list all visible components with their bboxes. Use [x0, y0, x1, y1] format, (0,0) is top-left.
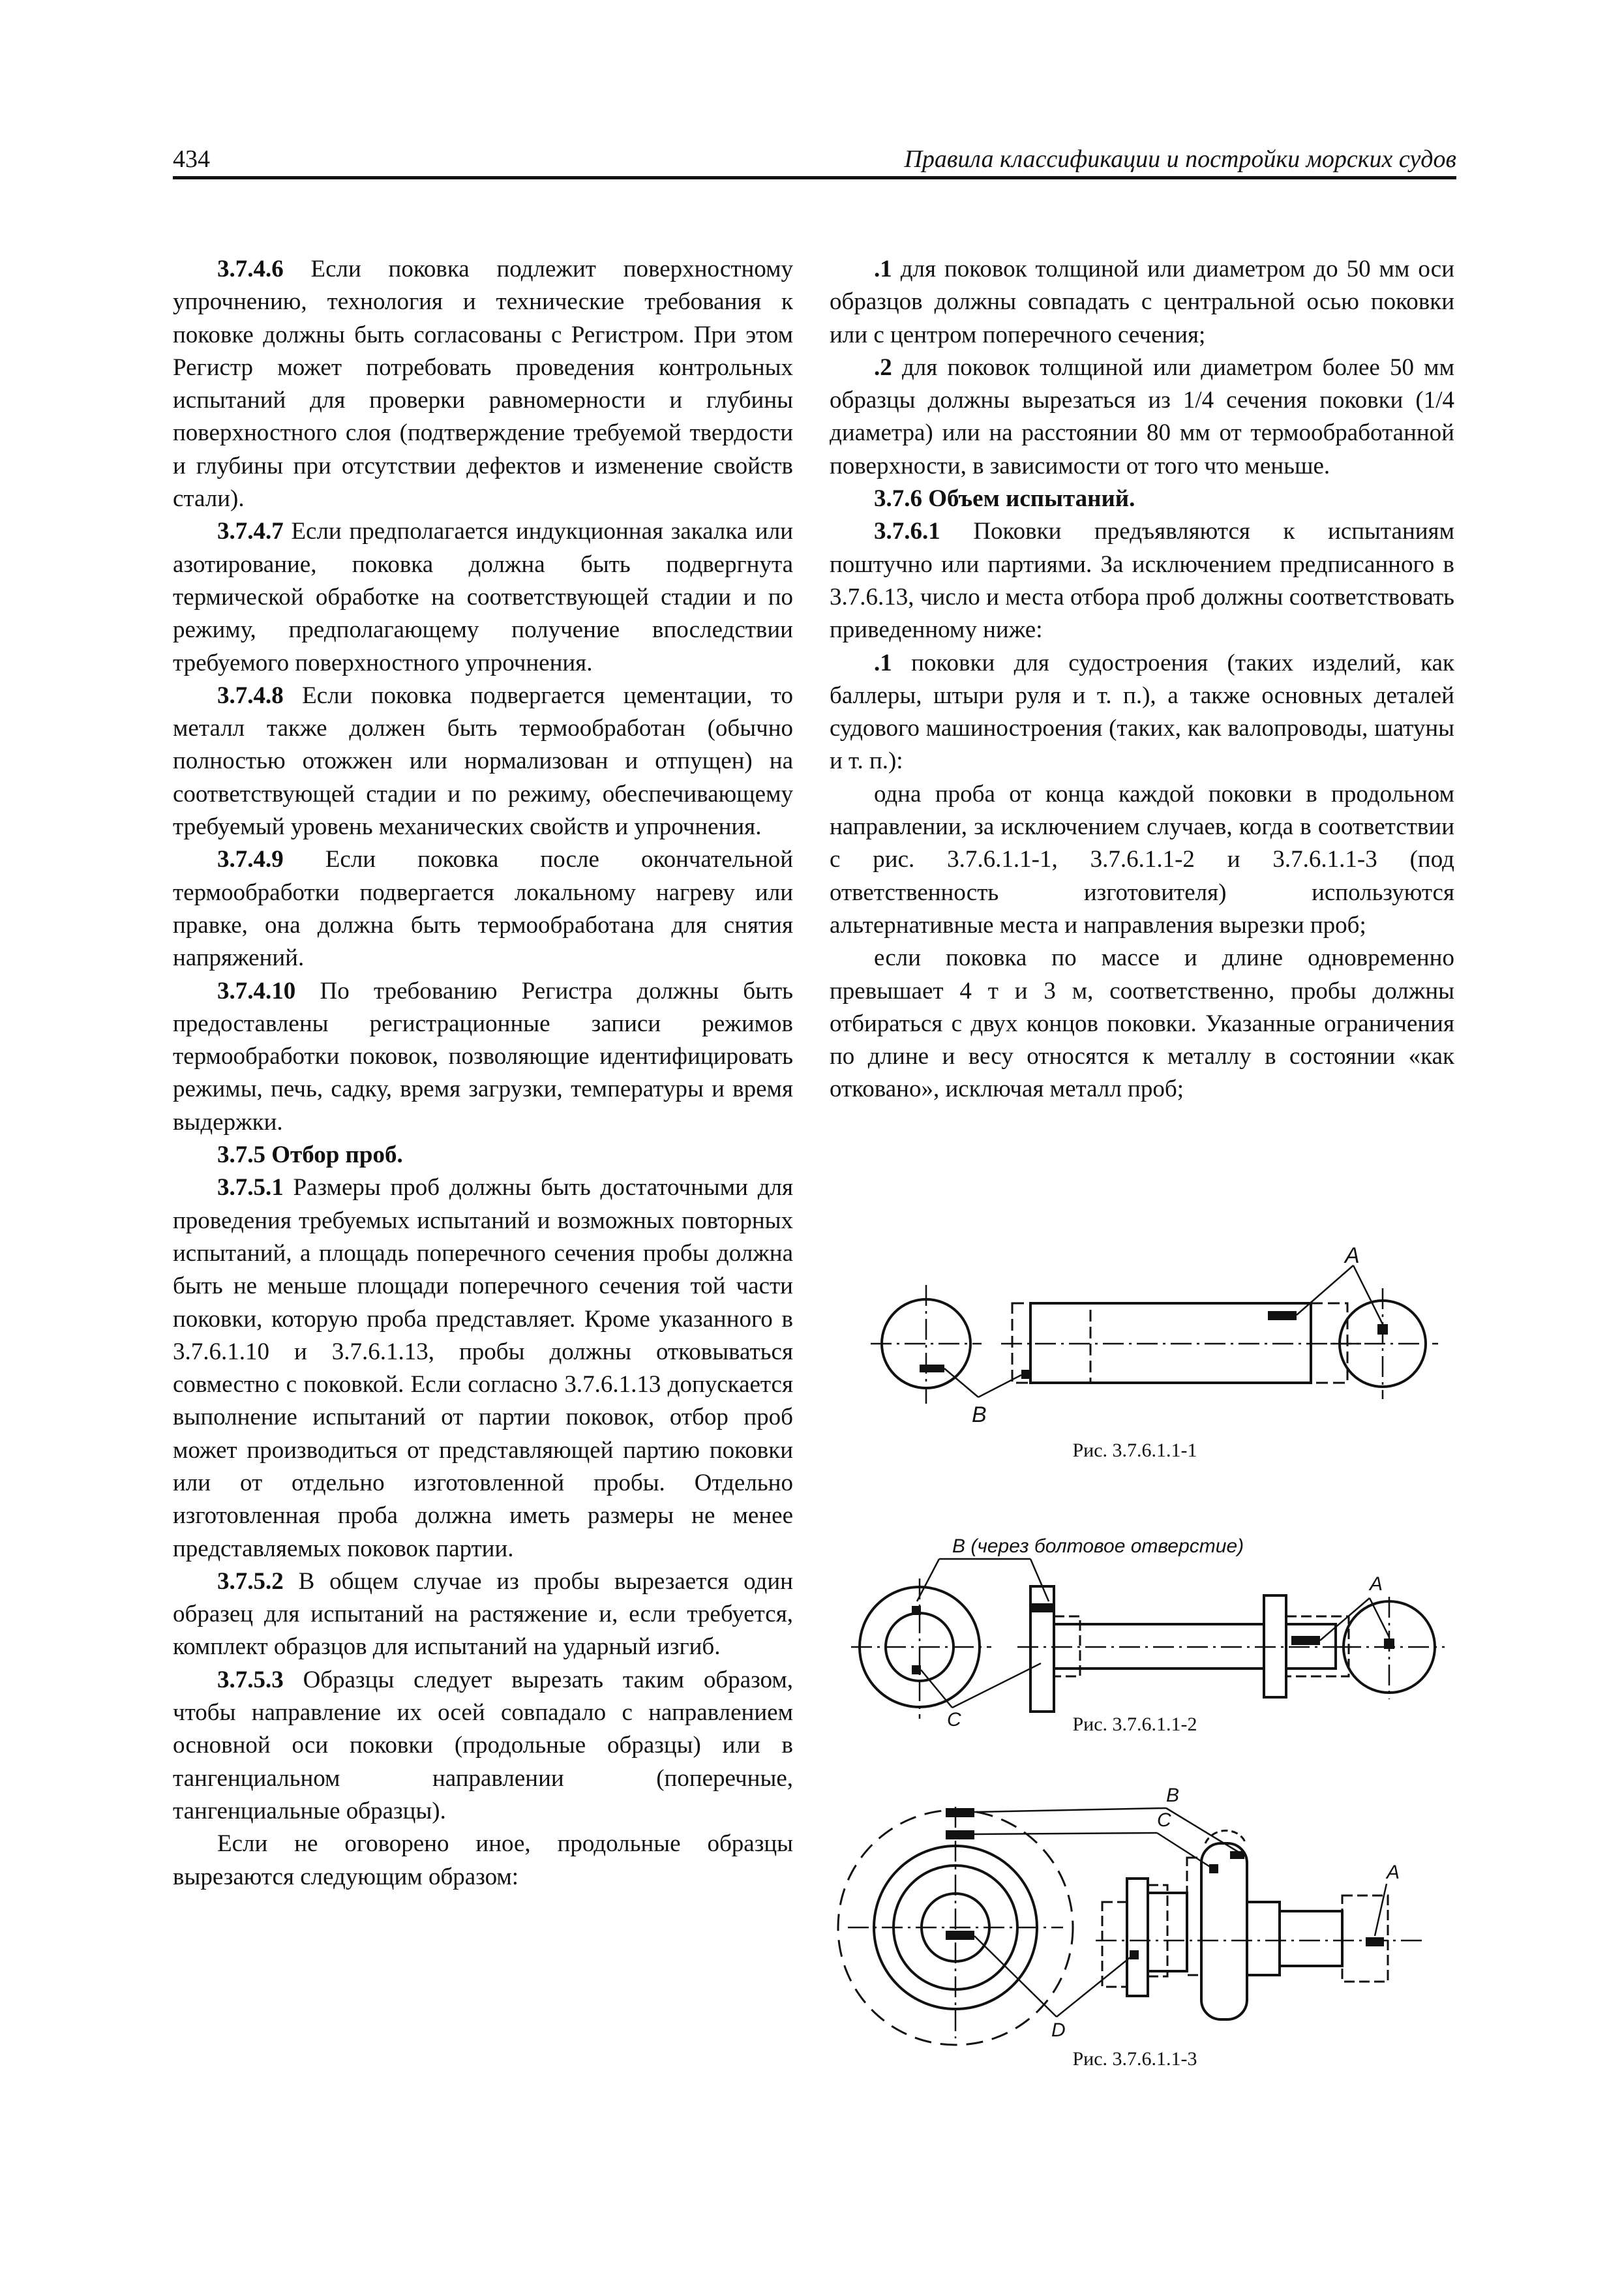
label-a: A: [1370, 1573, 1383, 1595]
section-heading-3-7-6: 3.7.6 Объем испытаний.: [874, 485, 1135, 513]
paragraph-3-7-4-10: 3.7.4.10 По требованию Регистра должны быть предоставлены регистрационные записи режимов термообработки поковок, позволяющие идентифицировать режимы, печь, садку, время загрузки, температуры и время выдержки.: [173, 977, 793, 1136]
label-c: C: [1157, 1809, 1171, 1831]
label-b-bolt-hole: B (через болтовое отверстие): [952, 1535, 1244, 1557]
figure-3-7-6-1-1-3: [848, 1781, 1448, 2042]
section-heading-3-7-5: 3.7.5 Отбор проб.: [217, 1141, 403, 1169]
paragraph-3-7-4-7: 3.7.4.7 Если предполагается индукционная закалка или азотирование, поковка должна быть подвергнута термической обработке на соответствующей стадии и по режиму, предполагающему получение впоследствии требуемого поверхностного упрочнения.: [173, 518, 793, 676]
list-item-1-shipbuilding-forgings: .1 поковки для судостроения (таких изделий, как баллеры, штыри руля и т. п.), а также основных деталей судового машиностроения (таких, как валопроводы, шатуны и т. п.):: [830, 649, 1454, 775]
label-b: B: [1166, 1785, 1180, 1806]
paragraph-3-7-5-3: 3.7.5.3 Образцы следует вырезать таким образом, чтобы направление их осей совпадало с направлением основной оси поковки (продольные образцы) или в тангенциальном направлении (поперечные, тангенциальные образцы).: [173, 1666, 793, 1824]
running-title: Правила классификации и постройки морских судов: [904, 145, 1456, 173]
paragraph-longitudinal-specimens: Если не оговорено иное, продольные образцы вырезаются следующим образом:: [173, 1830, 793, 1890]
page-header: [173, 145, 1456, 179]
right-column: [830, 253, 1454, 1106]
paragraph-one-sample: одна проба от конца каждой поковки в продольном направлении, за исключением случаев, когда в соответствии с рис. 3.7.6.1.1-1, 3.7.6.1.1-2 и 3.7.6.1.1-3 (под ответственность изготовителя) используются альтернативные места и направления вырезки проб;: [830, 780, 1454, 939]
paragraph-two-ends: если поковка по массе и длине одновременно превышает 4 т и 3 м, соответственно, пробы должны отбираться с двух концов поковки. Указанные ограничения по длине и весу относятся к металлу в состоянии «как отковано», исключая металл проб;: [830, 944, 1454, 1103]
left-column: [173, 253, 793, 1894]
figure-3-7-6-1-1-2: [848, 1533, 1448, 1729]
page-number: 434: [173, 145, 210, 173]
label-b: B: [972, 1402, 987, 1427]
paragraph-3-7-6-1: 3.7.6.1 Поковки предъявляются к испытаниям поштучно или партиями. За исключением предписанного в 3.7.6.13, число и места отбора проб должны соответствовать приведенному ниже:: [830, 518, 1454, 644]
paragraph-3-7-4-9: 3.7.4.9 Если поковка после окончательной термообработки подвергается локальному нагреву или правке, она должна быть термообработана для снятия напряжений.: [173, 846, 793, 972]
label-c: C: [947, 1709, 961, 1730]
label-a: A: [1387, 1862, 1400, 1883]
figure-3-7-6-1-1-1: [861, 1243, 1448, 1428]
figure-caption-3: Рис. 3.7.6.1.1-3: [1072, 2048, 1197, 2070]
specimen-b-left: [920, 1365, 944, 1372]
specimen-a-right: [1377, 1324, 1388, 1335]
header-rule: [173, 176, 1456, 179]
figure-caption-2: Рис. 3.7.6.1.1-2: [1072, 1714, 1197, 1735]
label-d: D: [1051, 2019, 1066, 2041]
list-item-1-small-forgings: .1 для поковок толщиной или диаметром до 50 мм оси образцов должны совпадать с центральной осью поковки или с центром поперечного сечения;: [830, 256, 1454, 348]
list-item-2-large-forgings: .2 для поковок толщиной или диаметром более 50 мм образцы должны вырезаться из 1/4 сечения поковки (1/4 диаметра) или на расстоянии 80 мм от термообработанной поверхности, в зависимости от того что меньше.: [830, 354, 1454, 479]
paragraph-3-7-4-8: 3.7.4.8 Если поковка подвергается цементации, то металл также должен быть термообработан (обычно полностью отожжен или нормализован и отпущен) на соответствующей стадии и по режиму, обеспечивающему требуемый уровень механических свойств и упрочнения.: [173, 682, 793, 841]
figure-caption-1: Рис. 3.7.6.1.1-1: [1072, 1440, 1197, 1461]
paragraph-3-7-4-6: 3.7.4.6 Если поковка подлежит поверхностному упрочнению, технология и технические требования к поковке должны быть согласованы с Регистром. При этом Регистр может потребовать проведения контрольных испытаний для проверки равномерности и глубины поверхностного слоя (подтверждение требуемой твердости и глубины при отсутствии дефектов и изменение свойств стали).: [173, 256, 793, 513]
label-a: A: [1345, 1243, 1360, 1268]
paragraph-3-7-5-1: 3.7.5.1 Размеры проб должны быть достаточными для проведения требуемых испытаний и возможных повторных испытаний, а площадь поперечного сечения пробы должна быть не меньше площади поперечного сечения той части поковки, которую проба представляет. Кроме указанного в 3.7.6.1.10 и 3.7.6.1.13, пробы должны отковываться совместно с поковкой. Если согласно 3.7.6.1.13 допускается выполнение испытаний от партии поковок, отбор проб может производиться от представляющей партию поковки или от отдельно изготовленной пробы. Отдельно изготовленная проба должна иметь размеры не менее представляемых поковок партии.: [173, 1174, 793, 1562]
paragraph-3-7-5-2: 3.7.5.2 В общем случае из пробы вырезается один образец для испытаний на растяжение и, если требуется, комплект образцов для испытаний на ударный изгиб.: [173, 1567, 793, 1661]
